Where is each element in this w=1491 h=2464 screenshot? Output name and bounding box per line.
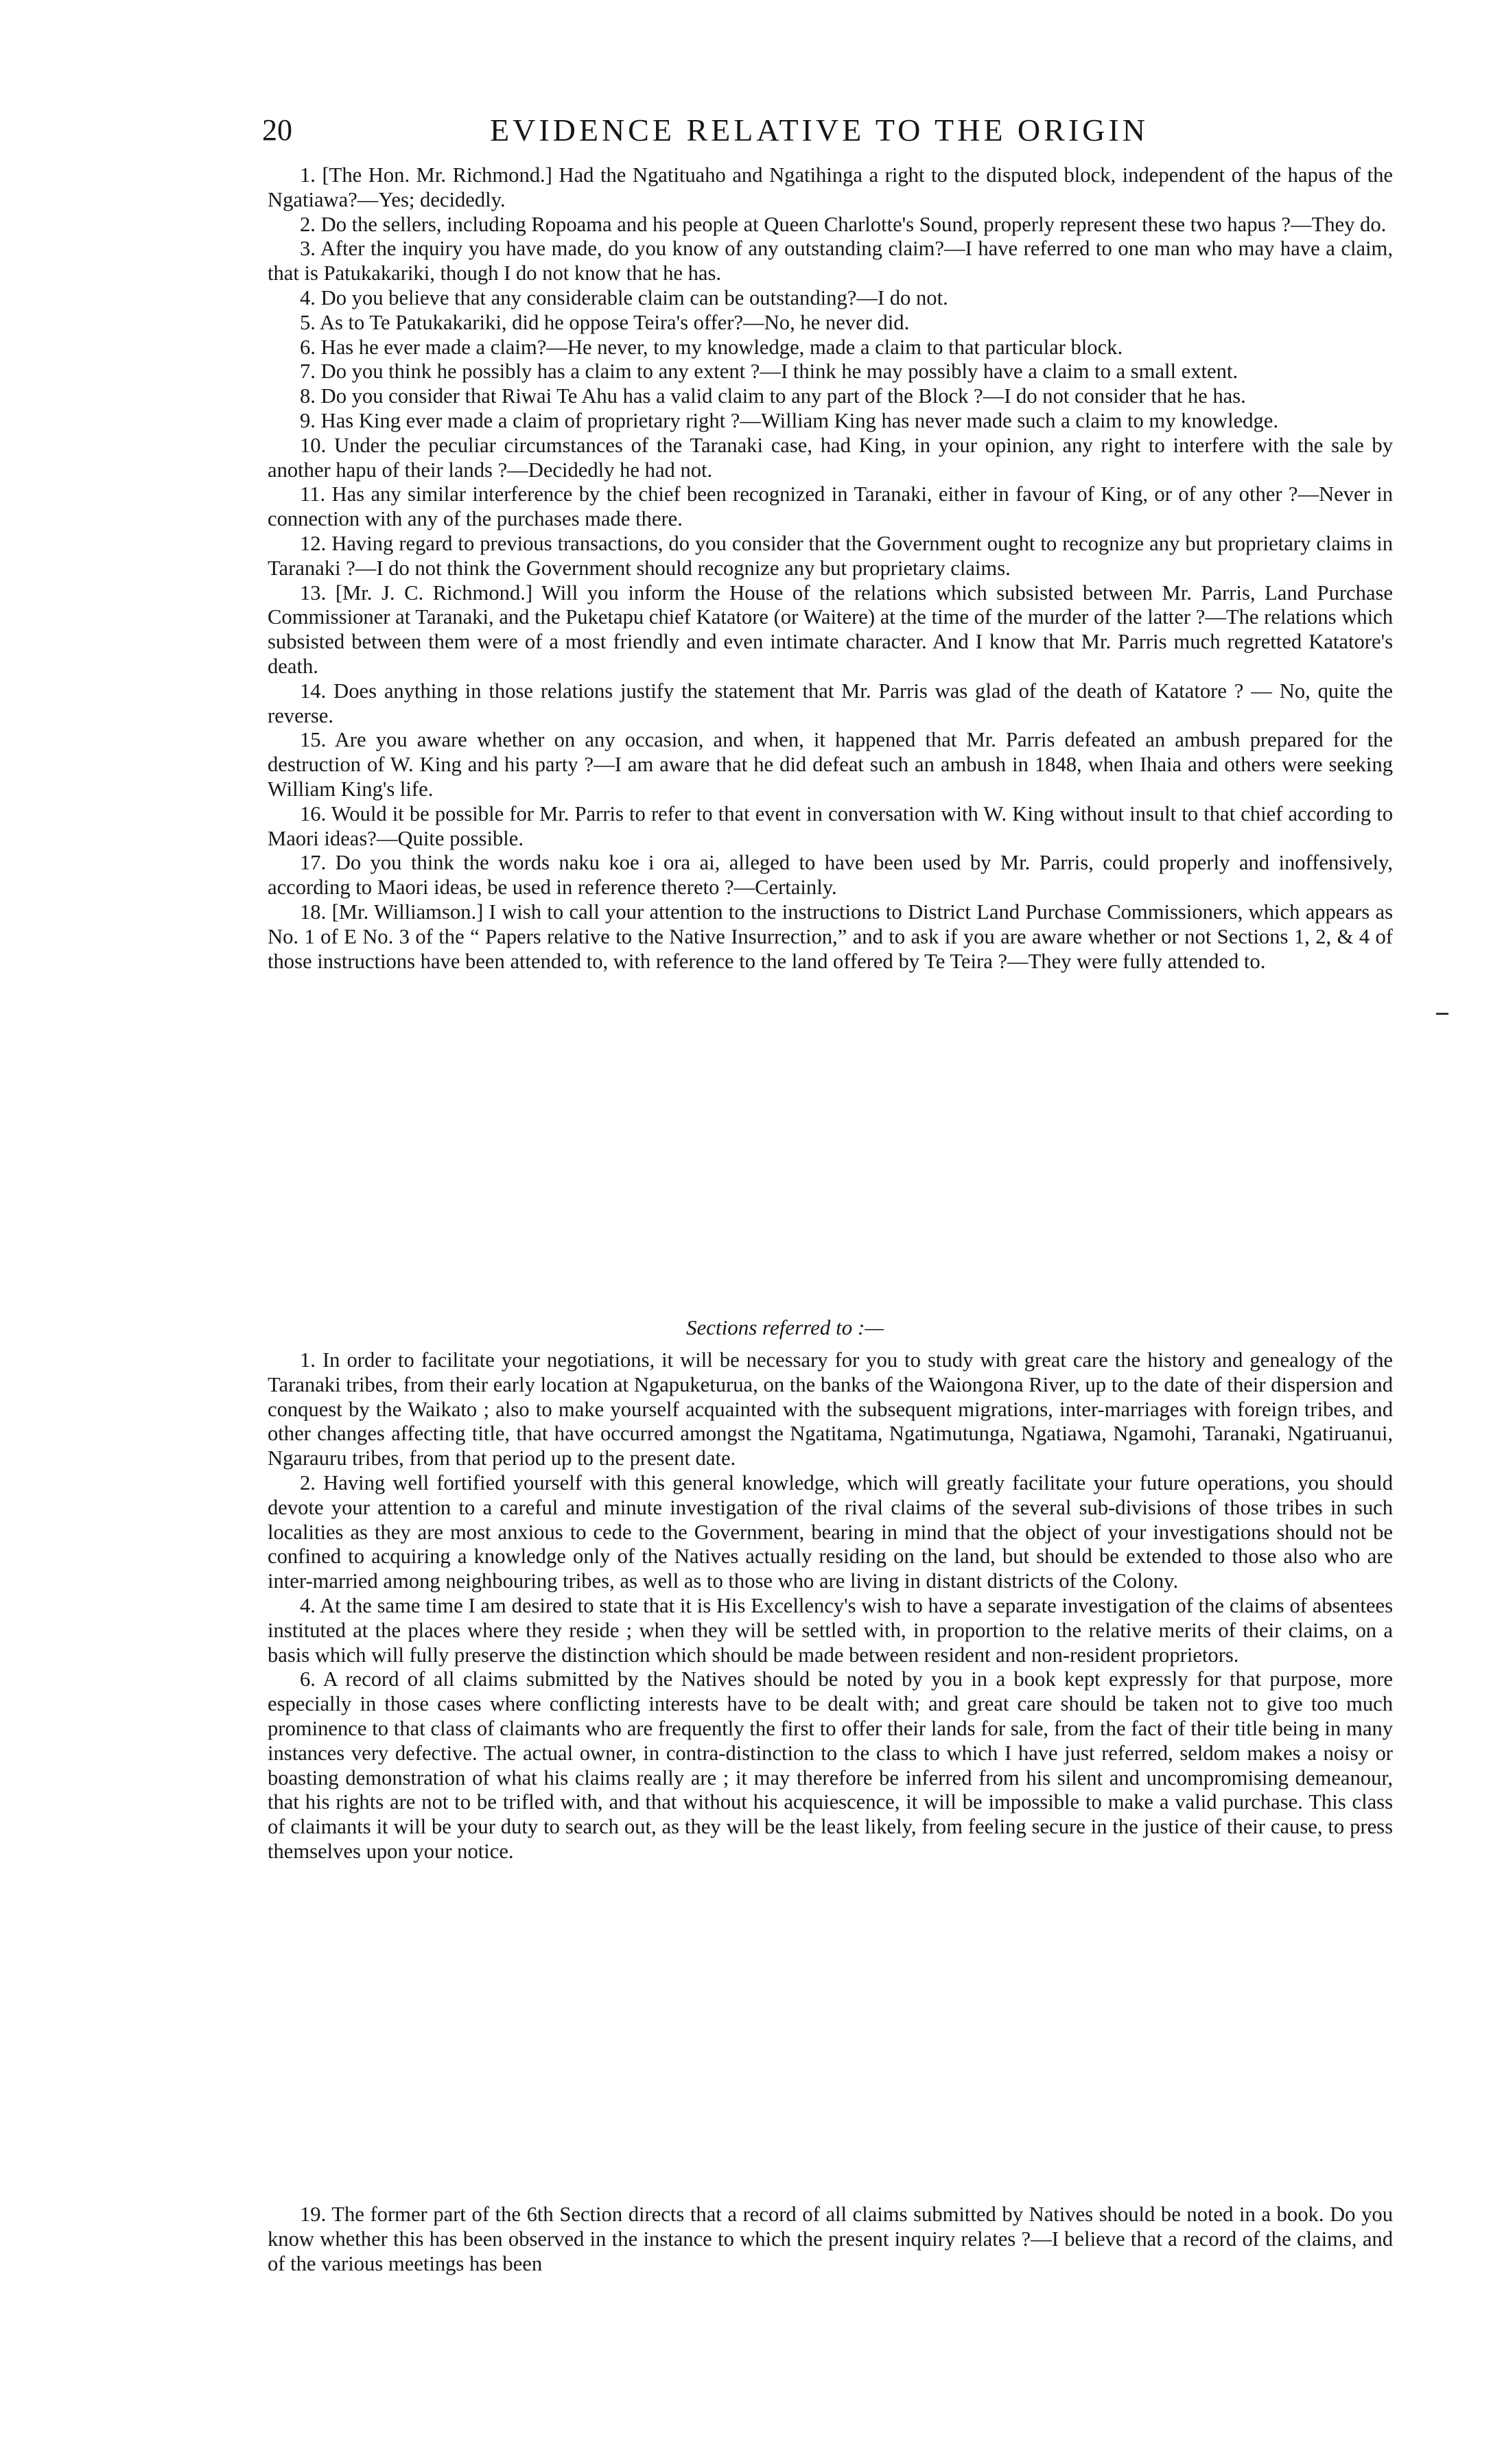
question-paragraph: 11. Has any similar interference by the chief been recognized in Taranaki, either in favour of King, or of any other ?—Never in connection with any of the purchases made there.	[268, 482, 1393, 531]
section-paragraph: 1. In order to facilitate your negotiations, it will be necessary for you to study with great care the history and genealogy of the Taranaki tribes, from their early location at Ngapuketurua, on the banks of the Waiongona River, up to the date of their dispersion and conquest by the Waikato ; also to make yourself acquainted with the subsequent migrations, inter-marriages with foreign tribes, and other changes affecting title, that have occurred amongst the Ngatitama, Ngatimutunga, Ngatiawa, Ngamohi, Taranaki, Ngatiruanui, Ngarauru tribes, from that period up to the present date.	[268, 1348, 1393, 1470]
section-paragraph: 4. At the same time I am desired to state that it is His Excellency's wish to have a separate investigation of the claims of absentees instituted at the places where they reside ; when they will be settled with, in proportion to the relative merits of their claims, on a basis which will fully preserve the distinction which should be made between resident and non-resident proprietors.	[268, 1593, 1393, 1667]
running-title: EVIDENCE RELATIVE TO THE ORIGIN	[490, 113, 1149, 148]
question-paragraph: 14. Does anything in those relations justify the statement that Mr. Parris was glad of the death of Katatore ? — No, quite the reverse.	[268, 679, 1393, 727]
question-paragraph: 1. [The Hon. Mr. Richmond.] Had the Ngatituaho and Ngatihinga a right to the disputed block, independent of the hapus of the Ngatiawa?—Yes; decidedly.	[268, 163, 1393, 211]
question-paragraph: 3. After the inquiry you have made, do you know of any outstanding claim?—I have referred to one man who may have a claim, that is Patukakariki, though I do not know that he has.	[268, 237, 1393, 285]
sections-heading: Sections referred to :—	[686, 1315, 884, 1339]
question-paragraph: 10. Under the peculiar circumstances of the Taranaki case, had King, in your opinion, any right to interfere with the sale by another hapu of their lands ?—Decidedly he had not.	[268, 433, 1393, 482]
question-paragraph: 2. Do the sellers, including Ropoama and his people at Queen Charlotte's Sound, properly represent these two hapus ?—They do.	[300, 212, 1387, 236]
sections-block	[268, 1348, 1393, 1864]
question-paragraph: 17. Do you think the words naku koe i ora ai, alleged to have been used by Mr. Parris, could properly and inoffensively, according to Maori ideas, be used in reference thereto ?—Certainly.	[268, 851, 1393, 900]
question-paragraph: 15. Are you aware whether on any occasion, and when, it happened that Mr. Parris defeated an ambush prepared for the destruction of W. King and his party ?—I am aware that he did defeat such an ambush in 1848, when Ihaia and others were seeking William King's life.	[268, 728, 1393, 801]
question-paragraph: 6. Has he ever made a claim?—He never, to my knowledge, made a claim to that particular block.	[300, 335, 1123, 359]
question-paragraph: 13. [Mr. J. C. Richmond.] Will you inform the House of the relations which subsisted between Mr. Parris, Land Purchase Commissioner at Taranaki, and the Puketapu chief Katatore (or Waitere) at the time of the murder of the latter ?—The relations which subsisted between them were of a most friendly and even intimate character. And I know that Mr. Parris much regretted Katatore's death.	[268, 580, 1393, 678]
question-paragraph: 8. Do you consider that Riwai Te Ahu has a valid claim to any part of the Block ?—I do not consider that he has.	[300, 384, 1246, 408]
section-paragraph: 2. Having well fortified yourself with this general knowledge, which will greatly facilitate your future operations, you should devote your attention to a careful and minute investigation of the rival claims of the several sub-divisions of those tribes in such localities as they are most anxious to cede to the Government, bearing in mind that the object of your investigations should not be confined to acquiring a knowledge only of the Natives actually residing on the land, but should be extended to those also who are inter-married among neighbouring tribes, as well as to those who are living in distant districts of the Colony.	[268, 1470, 1393, 1593]
question-19-block	[268, 2203, 1393, 2276]
question-paragraph: 5. As to Te Patukakariki, did he oppose Teira's offer?—No, he never did.	[300, 310, 910, 334]
question-paragraph: 12. Having regard to previous transactions, do you consider that the Government ought to recognize any but proprietary claims in Taranaki ?—I do not think the Government should recognize any but proprietary claims.	[268, 531, 1393, 580]
page-number: 20	[262, 113, 292, 147]
questions-block	[268, 163, 1393, 974]
margin-mark	[1436, 1013, 1448, 1015]
question-paragraph: 16. Would it be possible for Mr. Parris to refer to that event in conversation with W. King without insult to that chief according to Maori ideas?—Quite possible.	[268, 801, 1393, 850]
question-paragraph: 9. Has King ever made a claim of proprietary right ?—William King has never made such a claim to my knowledge.	[300, 408, 1279, 432]
question-paragraph: 18. [Mr. Williamson.] I wish to call your attention to the instructions to District Land Purchase Commissioners, which appears as No. 1 of E No. 3 of the “ Papers relative to the Native Insurrection,” and to ask if you are aware whether or not Sections 1, 2, & 4 of those instructions have been attended to, with reference to the land offered by Te Teira ?—They were fully attended to.	[268, 900, 1393, 973]
question-paragraph: 7. Do you think he possibly has a claim to any extent ?—I think he may possibly have a claim to a small extent.	[300, 360, 1238, 384]
section-paragraph: 6. A record of all claims submitted by the Natives should be noted by you in a book kept expressly for that purpose, more especially in those cases where conflicting interests have to be dealt with; and great care should be taken not to give too much prominence to that class of claimants who are frequently the first to offer their lands for sale, from the fact of their title being in many instances very defective. The actual owner, in contra-distinction to the class to which I have just referred, seldom makes a noisy or boasting demonstration of what his claims really are ; it may therefore be inferred from his silent and uncompromising demeanour, that his rights are not to be trifled with, and that without his acquiescence, it will be impossible to make a valid purchase. This class of claimants it will be your duty to search out, as they will be the least likely, from feeling secure in the justice of their cause, to press themselves upon your notice.	[268, 1667, 1393, 1863]
question-paragraph: 4. Do you believe that any considerable claim can be outstanding?—I do not.	[300, 285, 948, 309]
question-paragraph: 19. The former part of the 6th Section directs that a record of all claims submitted by Natives should be noted in a book. Do you know whether this has been observed in the instance to which the present inquiry relates ?—I believe that a record of the claims, and of the various meetings has been	[268, 2203, 1393, 2275]
